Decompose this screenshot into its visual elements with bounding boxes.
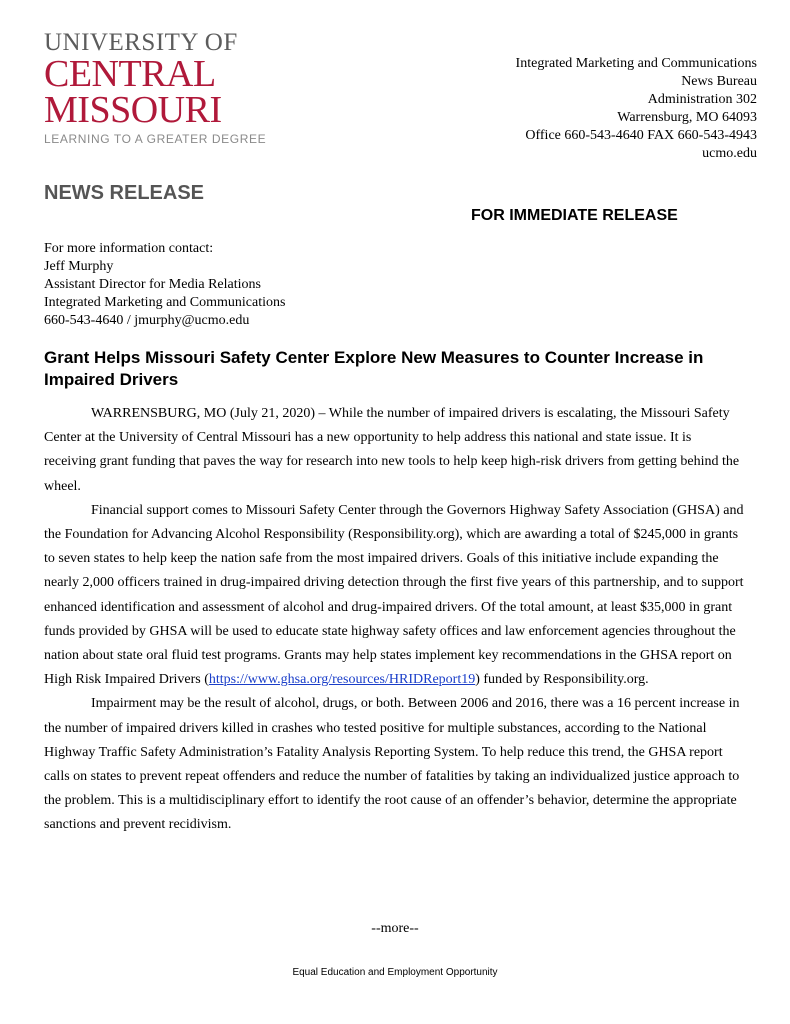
- more-indicator: --more--: [371, 921, 419, 936]
- news-release-heading: NEWS RELEASE: [44, 182, 205, 204]
- logo-line-central: CENTRAL: [44, 53, 216, 95]
- body-paragraph-1: WARRENSBURG, MO (July 21, 2020) – While the number of impaired drivers is escalating, the Missouri Safety Center at the University of Central Missouri has a new opportunity to help address this national and state issue. It is receiving grant funding that paves the way for research into new tools to help keep high-risk drivers from getting behind the wheel.: [44, 406, 740, 494]
- contact-title: Assistant Director for Media Relations: [44, 277, 261, 292]
- contact-name: Jeff Murphy: [44, 259, 114, 274]
- contact-block: [44, 240, 285, 330]
- logo-tagline: LEARNING TO A GREATER DEGREE: [44, 132, 267, 146]
- footer-eeo-statement: Equal Education and Employment Opportunity: [292, 966, 498, 979]
- address-department: Integrated Marketing and Communications: [515, 56, 757, 71]
- contact-phone-email: 660-543-4640 / jmurphy@ucmo.edu: [44, 313, 250, 328]
- body-paragraph-3: Impairment may be the result of alcohol, drugs, or both. Between 2006 and 2016, there was a 16 percent increase in the number of impaired drivers killed in crashes who tested positive for multiple substances, according to the National Highway Traffic Safety Administration’s Fatality Analysis Reporting System. To help reduce this trend, the GHSA report calls on states to prevent repeat offenders and reduce the number of fatalities by taking an individualized justice approach to the problem. This is a multidisciplinary effort to identify the root cause of an offender’s behavior, determine the appropriate sanctions and prevent recidivism.: [44, 696, 740, 833]
- address-website: ucmo.edu: [702, 146, 757, 161]
- logo-line-missouri: MISSOURI: [44, 89, 222, 131]
- address-bureau: News Bureau: [681, 74, 757, 89]
- immediate-release-label: FOR IMMEDIATE RELEASE: [471, 207, 678, 224]
- office-address-block: [516, 55, 757, 163]
- contact-intro: For more information contact:: [44, 241, 214, 256]
- address-phone-fax: Office 660-543-4640 FAX 660-543-4943: [525, 128, 757, 143]
- address-city: Warrensburg, MO 64093: [617, 110, 757, 125]
- press-release-headline: Grant Helps Missouri Safety Center Explore New Measures to Counter Increase in Impaired Drivers: [44, 348, 704, 389]
- paragraph-2-text-end: ) funded by Responsibility.org.: [475, 672, 649, 688]
- contact-department: Integrated Marketing and Communications: [44, 295, 286, 310]
- press-release-body: [44, 402, 744, 838]
- address-building: Administration 302: [647, 92, 757, 107]
- university-logo: [44, 30, 284, 146]
- body-paragraph-2: [44, 499, 744, 693]
- paragraph-2-text-start: Financial support comes to Missouri Safety Center through the Governors Highway Safety Association (GHSA) and the Foundation for Advancing Alcohol Responsibility (Responsibility.org), which are awarding a total of $245,000 in grants to seven states to help keep the nation safe from the most impaired drivers. Goals of this initiative include expanding the nearly 2,000 officers trained in drug-impaired driving detection through the first five years of this partnership, and to support enhanced identification and assessment of alcohol and drug-impaired drivers. Of the total amount, at least $35,000 in grant funds provided by GHSA will be used to educate state highway safety offices and law enforcement agencies throughout the nation about state oral fluid test programs. Grants may help states implement key recommendations in the GHSA report on High Risk Impaired Drivers (: [44, 502, 744, 688]
- ghsa-report-link[interactable]: https://www.ghsa.org/resources/HRIDReport19: [208, 672, 476, 688]
- logo-line-university-of: UNIVERSITY OF: [44, 29, 238, 56]
